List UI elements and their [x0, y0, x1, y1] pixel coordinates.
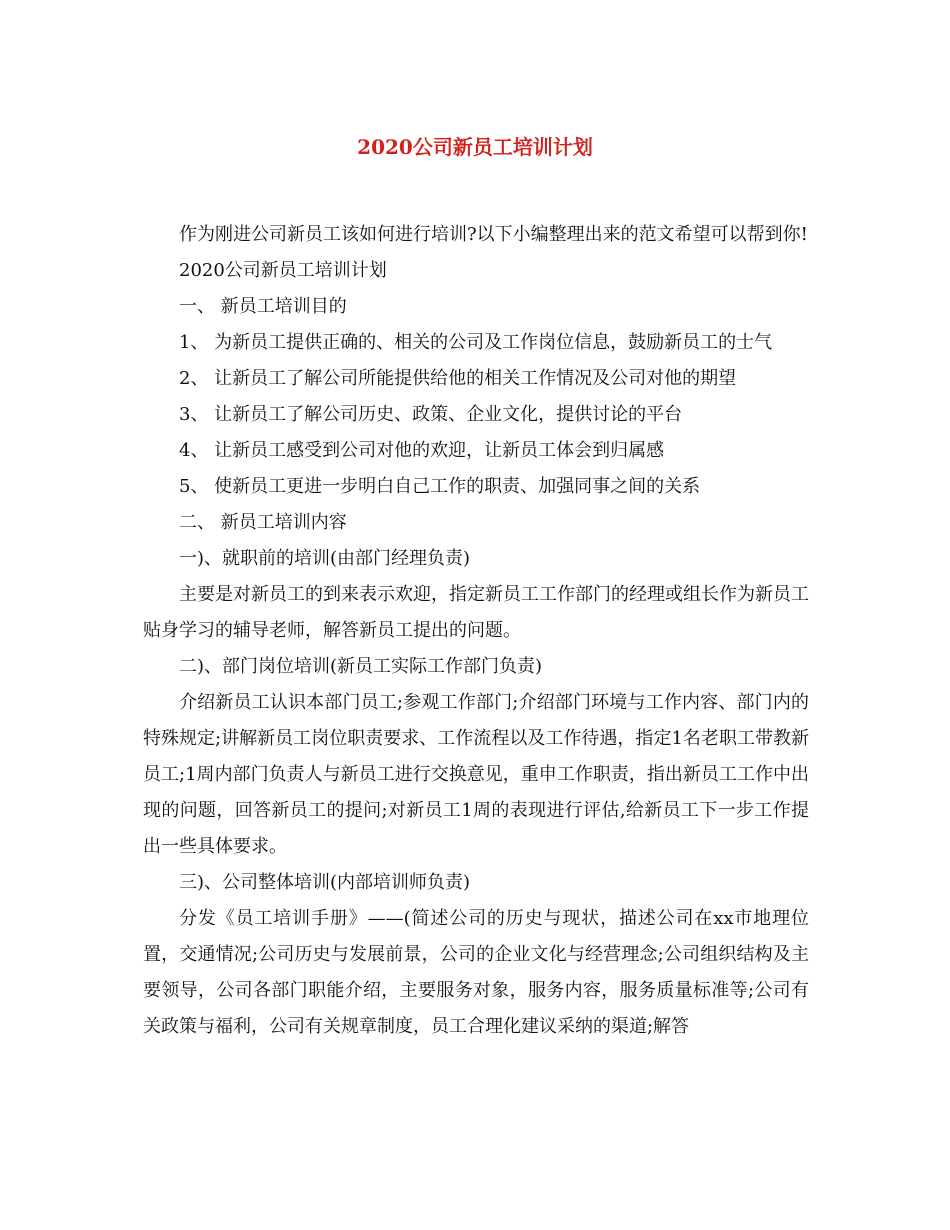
subsection-heading-department: 二)、部门岗位培训(新员工实际工作部门负责) [179, 656, 543, 677]
section-heading-purpose: 一、 新员工培训目的 [179, 296, 347, 317]
paragraph-company: 分发《员工培训手册》——(简述公司的历史与现状，描述公司在xx市地理位置，交通情况;公司历史与发展前景，公司的企业文化与经营理念;公司组织结构及主要领导，公司各部门职能介绍，主要服务对象，服务内容，服务质量标准等;公司有关政策与福利，公司有关规章制度，员工合理化建议采纳的渠道;解答 [143, 908, 809, 1037]
subsection-heading-company: 三)、公司整体培训(内部培训师负责) [179, 872, 471, 893]
intro-paragraph: 作为刚进公司新员工该如何进行培训?以下小编整理出来的范文希望可以帮到你! [179, 224, 808, 245]
list-item-purpose-3: 3、 让新员工了解公司历史、政策、企业文化，提供讨论的平台 [179, 404, 683, 425]
subtitle-paragraph: 2020公司新员工培训计划 [179, 260, 387, 281]
list-item-purpose-1: 1、 为新员工提供正确的、相关的公司及工作岗位信息，鼓励新员工的士气 [179, 332, 773, 353]
document-title: 2020公司新员工培训计划 [357, 135, 593, 159]
subsection-heading-pre-job: 一)、就职前的培训(由部门经理负责) [179, 548, 471, 569]
paragraph-department: 介绍新员工认识本部门员工;参观工作部门;介绍部门环境与工作内容、部门内的特殊规定;讲解新员工岗位职责要求、工作流程以及工作待遇，指定1名老职工带教新员工;1周内部门负责人与新员工进行交换意见，重申工作职责，指出新员工工作中出现的问题，回答新员工的提问;对新员工1周的表现进行评估,给新员工下一步工作提出一些具体要求。 [143, 692, 809, 857]
list-item-purpose-5: 5、 使新员工更进一步明白自己工作的职责、加强同事之间的关系 [179, 476, 701, 497]
list-item-purpose-2: 2、 让新员工了解公司所能提供给他的相关工作情况及公司对他的期望 [179, 368, 737, 389]
list-item-purpose-4: 4、 让新员工感受到公司对他的欢迎，让新员工体会到归属感 [179, 440, 665, 461]
section-heading-content: 二、 新员工培训内容 [179, 512, 347, 533]
paragraph-pre-job: 主要是对新员工的到来表示欢迎，指定新员工工作部门的经理或组长作为新员工贴身学习的辅导老师，解答新员工提出的问题。 [143, 584, 809, 641]
document-body [143, 217, 809, 1045]
